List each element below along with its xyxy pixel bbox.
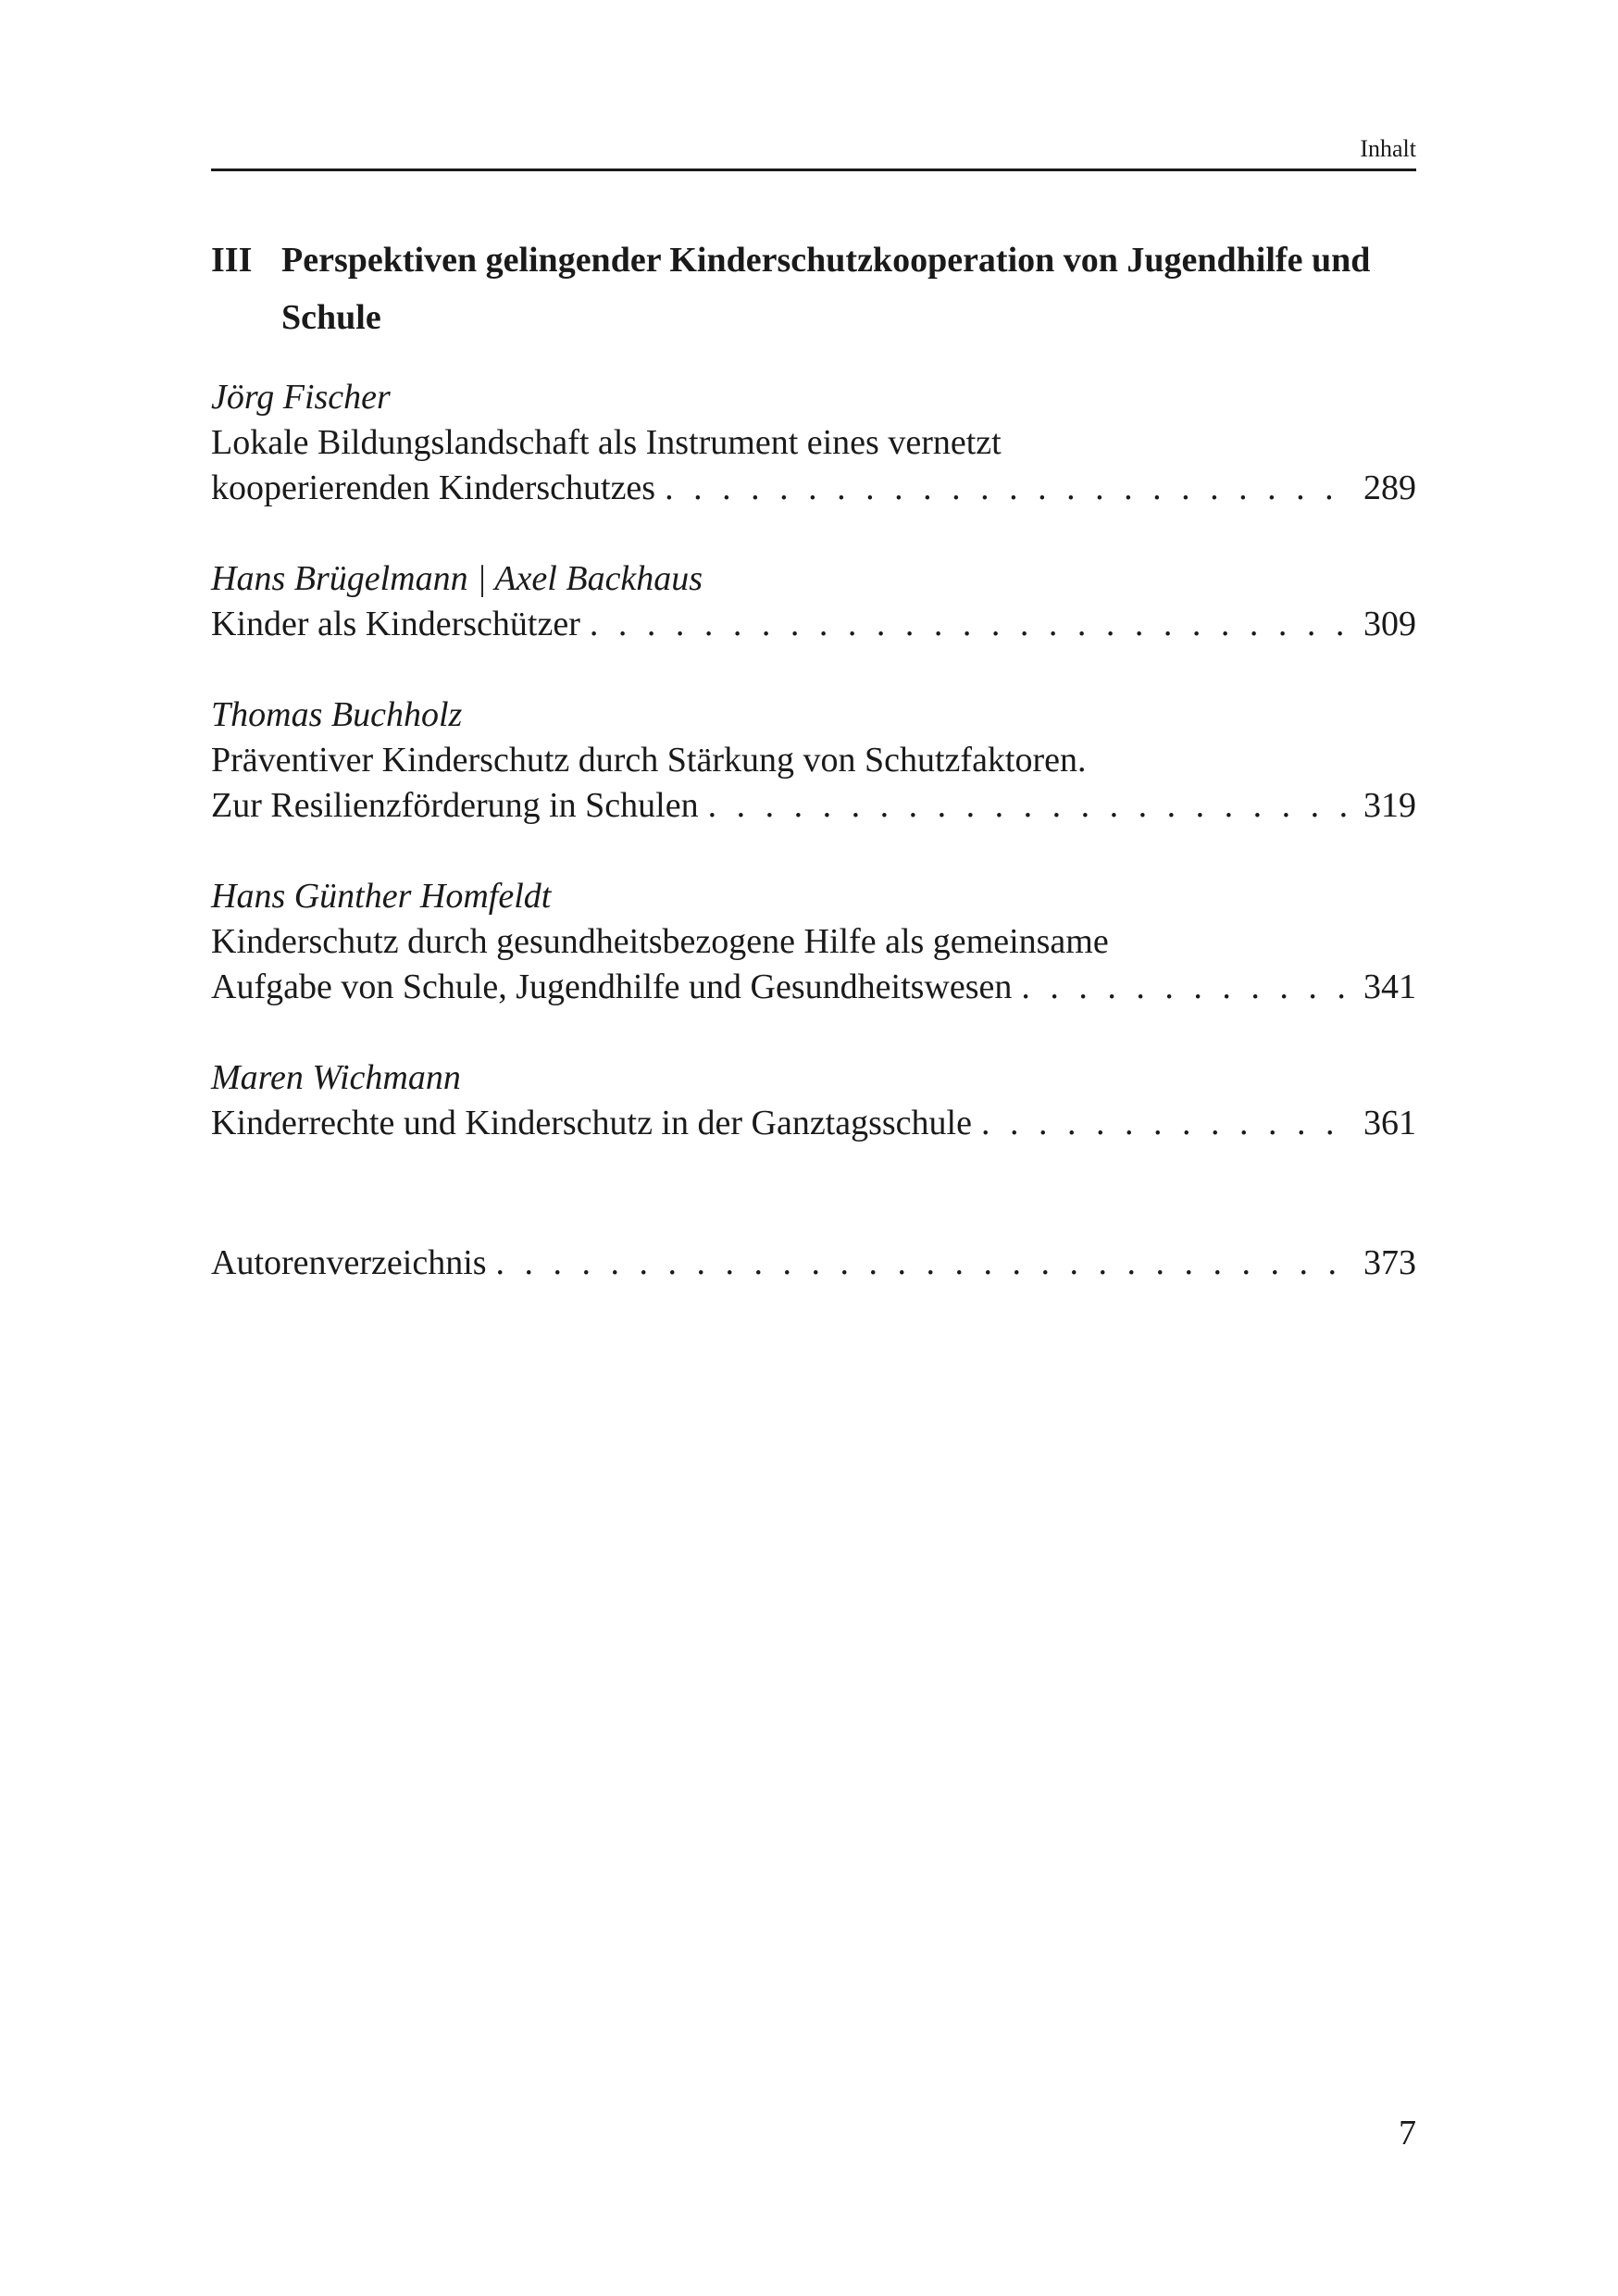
dot-leader [1021,965,1354,1010]
toc-entry-author: Jörg Fischer [211,378,391,417]
part-heading [211,231,1416,346]
toc-entry-title-line: Kinderschutz durch gesundheitsbezogene Hilfe als gemeinsame [211,922,1109,961]
running-head [211,130,1416,171]
toc-entry-page: 361 [1363,1104,1416,1142]
toc-entry-appendix[interactable] [211,1241,1416,1286]
toc-entry-page: 289 [1363,468,1416,507]
toc-entry-page: 309 [1363,605,1416,643]
toc-entry-title-last-line: Zur Resilienzförderung in Schulen [211,786,699,825]
toc-entry-title-line: Präventiver Kinderschutz durch Stärkung von Schutzfaktoren. [211,741,1087,780]
toc-entry-author: Maren Wichmann [211,1058,461,1097]
part-title: Perspektiven gelingender Kinderschutzkooperation von Jugendhilfe und Schule [281,241,1371,337]
page-number: 7 [1399,2114,1416,2152]
dot-leader [590,602,1354,647]
dot-leader [496,1241,1354,1286]
toc-entry[interactable] [211,874,1416,1010]
toc-entry[interactable] [211,556,1416,647]
appendix-page: 373 [1363,1243,1416,1282]
dot-leader [981,1101,1354,1146]
dot-leader [708,783,1354,829]
toc-entry-author: Hans Günther Homfeldt [211,877,552,916]
toc-entry-page: 319 [1363,786,1416,825]
toc-entry-title-last-line: kooperierenden Kinderschutzes [211,468,656,507]
toc-entry-title-last-line: Kinderrechte und Kinderschutz in der Ganztagsschule [211,1104,972,1142]
appendix-label: Autorenverzeichnis [211,1243,487,1282]
toc-entry-author: Thomas Buchholz [211,695,463,734]
toc-entry-title-last-line: Kinder als Kinderschützer [211,605,580,643]
running-head-text: Inhalt [1360,135,1416,162]
toc-list [211,375,1416,1192]
toc-entry[interactable] [211,375,1416,511]
toc-entry[interactable] [211,693,1416,829]
toc-entry-title-last-line: Aufgabe von Schule, Jugendhilfe und Gesundheitswesen [211,967,1013,1006]
toc-entry-author: Hans Brügelmann | Axel Backhaus [211,559,703,598]
part-number: III [211,241,253,280]
toc-entry[interactable] [211,1055,1416,1146]
toc-entry-title-line: Lokale Bildungslandschaft als Instrument eines vernetzt [211,423,1002,462]
toc-entry-page: 341 [1363,967,1416,1006]
dot-leader [665,466,1354,511]
